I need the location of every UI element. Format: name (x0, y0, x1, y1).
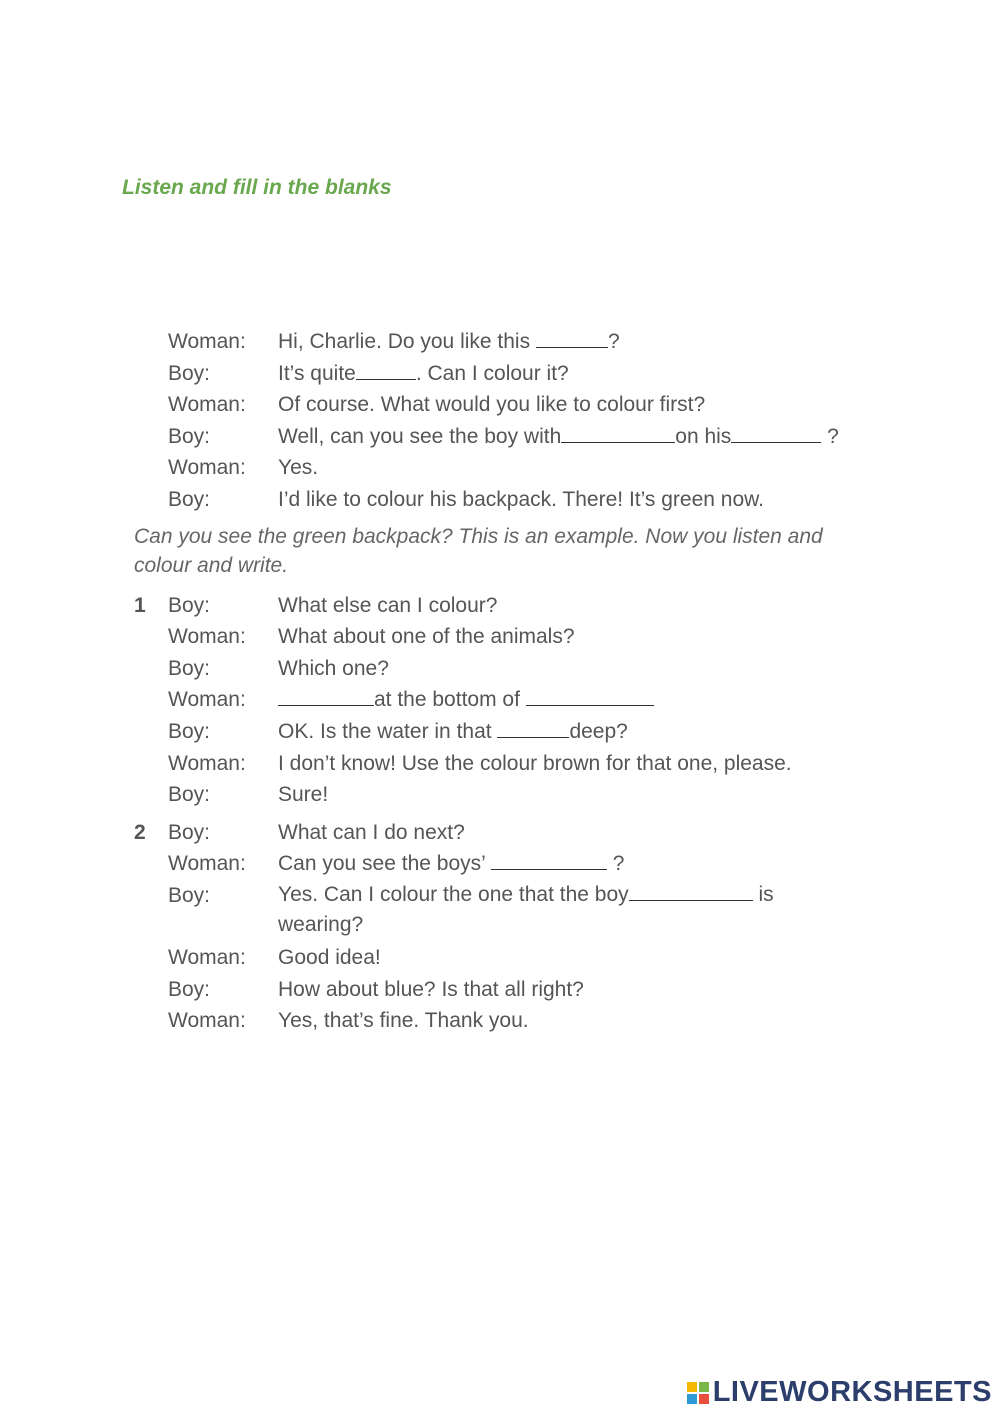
dialogue-line (134, 621, 894, 653)
dialogue-line (134, 484, 894, 516)
line-text: OK. Is the water in that deep? (278, 716, 628, 748)
logo-text: LIVEWORKSHEETS (712, 1376, 992, 1408)
speaker: Boy: (168, 820, 211, 844)
blank-field[interactable] (629, 880, 753, 901)
speaker: Boy: (168, 783, 211, 807)
line-text: How about blue? Is that all right? (278, 977, 584, 1001)
logo-square (699, 1382, 709, 1392)
blank-field[interactable] (561, 422, 675, 443)
blank-field[interactable] (356, 359, 416, 380)
line-text: Well, can you see the boy with on his ? (278, 421, 839, 453)
blank-field[interactable] (536, 327, 608, 348)
dialogue-line (134, 1005, 894, 1037)
dialogue-line (134, 748, 894, 780)
liveworksheets-logo[interactable] (687, 1376, 992, 1409)
line-text: Can you see the boys’ ? (278, 848, 624, 880)
line-text: What can I do next? (278, 820, 465, 844)
line-text: Yes, that’s fine. Thank you. (278, 1009, 529, 1033)
line-text: Yes. (278, 456, 319, 480)
section-number: 2 (134, 820, 146, 844)
dialogue-line (134, 779, 894, 811)
blank-field[interactable] (278, 685, 374, 706)
dialogue-line (134, 389, 894, 421)
blank-field[interactable] (497, 717, 569, 738)
line-text: Which one? (278, 656, 389, 680)
line-text: Yes. Can I colour the one that the boy is wearing? (278, 880, 838, 940)
dialogue-line (134, 653, 894, 685)
logo-square (699, 1394, 709, 1404)
speaker: Woman: (168, 393, 246, 417)
section-number: 1 (134, 593, 146, 617)
speaker: Woman: (168, 945, 246, 969)
line-text: Hi, Charlie. Do you like this ? (278, 326, 620, 358)
line-text: What about one of the animals? (278, 625, 575, 649)
dialogue-line (134, 358, 894, 390)
speaker: Woman: (168, 751, 246, 775)
dialogue-line (134, 716, 894, 748)
speaker: Woman: (168, 852, 246, 876)
dialogue-line (134, 421, 894, 453)
speaker: Woman: (168, 456, 246, 480)
blank-field[interactable] (731, 422, 821, 443)
line-text: I don’t know! Use the colour brown for that one, please. (278, 751, 792, 775)
dialogue-line (134, 326, 894, 358)
line-text: I’d like to colour his backpack. There! It’s green now. (278, 487, 764, 511)
line-text: It’s quite . Can I colour it? (278, 358, 569, 390)
dialogue-line (134, 848, 894, 880)
line-text: Good idea! (278, 945, 381, 969)
dialogue-line (134, 974, 894, 1006)
speaker: Boy: (168, 593, 211, 617)
line-text: What else can I colour? (278, 593, 498, 617)
dialogue-line (134, 590, 894, 622)
speaker: Woman: (168, 688, 246, 712)
dialogue-line (134, 684, 894, 716)
speaker: Boy: (168, 424, 211, 448)
speaker: Boy: (168, 361, 211, 385)
dialogue (134, 326, 894, 1037)
speaker: Woman: (168, 1009, 246, 1033)
blank-field[interactable] (491, 849, 607, 870)
logo-square (687, 1394, 697, 1404)
dialogue-line (134, 880, 894, 942)
speaker: Boy: (168, 883, 211, 907)
blank-field[interactable] (526, 685, 654, 706)
dialogue-line (134, 942, 894, 974)
speaker: Boy: (168, 977, 211, 1001)
speaker: Woman: (168, 625, 246, 649)
speaker: Boy: (168, 656, 211, 680)
logo-icon (687, 1382, 709, 1404)
line-text: at the bottom of (278, 684, 654, 716)
line-text: Sure! (278, 783, 329, 807)
dialogue-line (134, 452, 894, 484)
speaker: Boy: (168, 719, 211, 743)
speaker: Boy: (168, 487, 211, 511)
instruction-text: Can you see the green backpack? This is an example. Now you listen and colour and write. (134, 524, 823, 577)
speaker: Woman: (168, 330, 246, 353)
logo-square (687, 1382, 697, 1392)
dialogue-line (134, 817, 894, 849)
worksheet-title: Listen and fill in the blanks (122, 176, 392, 199)
line-text: Of course. What would you like to colour first? (278, 393, 706, 417)
